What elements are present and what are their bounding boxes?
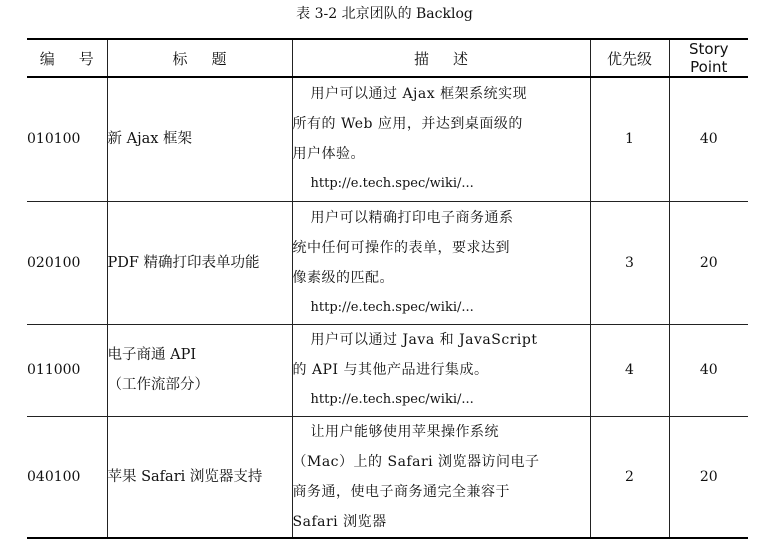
cell-priority: 1: [590, 77, 669, 201]
cell-story-point: 40: [669, 324, 748, 416]
cell-id: 040100: [27, 416, 107, 538]
cell-title: 新 Ajax 框架: [107, 77, 292, 201]
desc-line: 的 API 与其他产品进行集成。: [292, 362, 489, 378]
cell-description: [292, 201, 590, 324]
table-row: [27, 77, 748, 201]
cell-priority: 4: [590, 324, 669, 416]
cell-story-point: 20: [669, 416, 748, 538]
cell-description: [292, 324, 590, 416]
desc-line: 用户体验。: [292, 146, 365, 163]
cell-description: [292, 416, 590, 538]
cell-id: 011000: [27, 324, 107, 416]
header-priority: 优先级: [590, 39, 669, 77]
desc-line: 让用户能够使用苹果操作系统: [310, 423, 499, 440]
cell-title: [107, 324, 292, 416]
table-header-row: [27, 39, 748, 77]
desc-line: 用户可以通过 Ajax 框架系统实现: [310, 86, 528, 103]
table-row: [27, 416, 748, 538]
desc-line: 所有的 Web 应用，并达到桌面级的: [292, 116, 523, 133]
header-story-point: Story Point: [669, 39, 748, 77]
desc-line: 用户可以精确打印电子商务通系: [310, 209, 514, 226]
cell-story-point: 40: [669, 77, 748, 201]
desc-url: http://e.tech.spec/wiki/...: [310, 299, 474, 315]
cell-priority: 2: [590, 416, 669, 538]
cell-description: [292, 77, 590, 201]
backlog-table: [27, 38, 748, 539]
desc-url: http://e.tech.spec/wiki/...: [310, 176, 474, 192]
table-caption: 表 3-2 北京团队的 Backlog: [296, 6, 473, 22]
desc-line: 统中任何可操作的表单，要求达到: [292, 239, 510, 256]
desc-line: 用户可以通过 Java 和 JavaScript: [310, 332, 538, 348]
header-desc: 描述: [292, 39, 590, 77]
header-title: 标题: [107, 39, 292, 77]
cell-priority: 3: [590, 201, 669, 324]
desc-line: 商务通，使电子商务通完全兼容于: [292, 483, 510, 500]
desc-line: （Mac）上的 Safari 浏览器访问电子: [292, 453, 540, 470]
desc-line: Safari 浏览器: [292, 513, 387, 530]
cell-title: PDF 精确打印表单功能: [107, 201, 292, 324]
cell-id: 010100: [27, 77, 107, 201]
desc-line: 像素级的匹配。: [292, 269, 394, 286]
table-row: [27, 324, 748, 416]
title-line: （工作流部分）: [107, 377, 209, 393]
header-id: 编号: [27, 39, 107, 77]
desc-url: http://e.tech.spec/wiki/...: [310, 392, 474, 407]
cell-title: 苹果 Safari 浏览器支持: [107, 416, 292, 538]
table-row: [27, 201, 748, 324]
cell-id: 020100: [27, 201, 107, 324]
title-line: 电子商通 API: [107, 347, 197, 363]
cell-story-point: 20: [669, 201, 748, 324]
